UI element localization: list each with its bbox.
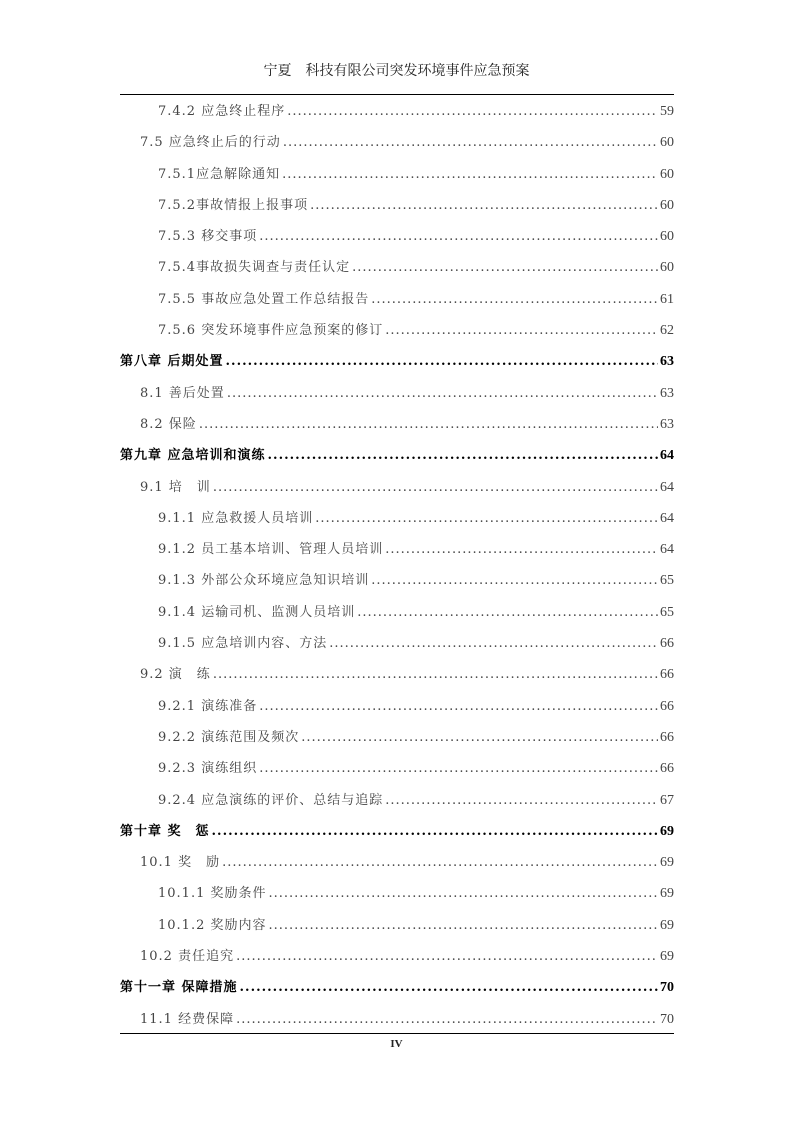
dot-leader xyxy=(310,190,658,221)
toc-entry-page: 62 xyxy=(660,323,674,339)
header-rule xyxy=(120,94,674,95)
toc-entry-title: 第十一章 保障措施 xyxy=(120,980,238,996)
toc-entry-title: 11.1 经费保障 xyxy=(140,1011,235,1027)
toc-entry-title: 10.1.1 奖励条件 xyxy=(158,886,267,902)
dot-leader xyxy=(259,221,658,252)
toc-entry-title: 9.2.1 演练准备 xyxy=(158,698,258,714)
toc-entry-title: 7.4.2 应急终止程序 xyxy=(158,104,286,119)
toc-entry[interactable] xyxy=(120,284,674,315)
dot-leader xyxy=(259,753,658,784)
dot-leader xyxy=(213,472,658,503)
toc-entry[interactable] xyxy=(120,252,674,283)
dot-leader xyxy=(236,941,658,972)
dot-leader xyxy=(371,565,658,596)
table-of-contents xyxy=(120,96,674,1035)
footer-rule xyxy=(120,1033,674,1034)
toc-entry-page: 65 xyxy=(660,573,674,589)
toc-entry-title: 7.5 应急终止后的行动 xyxy=(140,135,281,151)
dot-leader xyxy=(329,628,658,659)
dot-leader xyxy=(240,972,658,1003)
toc-entry-title: 7.5.2事故情报上报事项 xyxy=(158,197,309,213)
page-header-title: 宁夏 科技有限公司突发环境事件应急预案 xyxy=(263,63,530,79)
toc-entry[interactable] xyxy=(120,565,674,596)
dot-leader xyxy=(283,127,658,158)
toc-entry[interactable] xyxy=(120,972,674,1003)
toc-entry[interactable] xyxy=(120,472,674,503)
dot-leader xyxy=(222,847,658,878)
toc-entry[interactable] xyxy=(120,96,674,127)
dot-leader xyxy=(268,878,658,909)
toc-entry[interactable] xyxy=(120,534,674,565)
toc-entry[interactable] xyxy=(120,910,674,941)
dot-leader xyxy=(259,691,658,722)
dot-leader xyxy=(385,315,658,346)
dot-leader xyxy=(385,534,658,565)
toc-entry[interactable] xyxy=(120,315,674,346)
toc-entry[interactable] xyxy=(120,1004,674,1035)
toc-entry[interactable] xyxy=(120,816,674,847)
dot-leader xyxy=(212,816,658,847)
toc-entry-page: 63 xyxy=(660,354,674,370)
toc-entry-page: 69 xyxy=(660,855,674,871)
page-number: IV xyxy=(390,1038,403,1050)
toc-entry-page: 60 xyxy=(660,197,674,213)
dot-leader xyxy=(282,159,658,190)
toc-entry[interactable] xyxy=(120,346,674,377)
dot-leader xyxy=(352,252,658,283)
toc-entry[interactable] xyxy=(120,878,674,909)
dot-leader xyxy=(357,597,658,628)
dot-leader xyxy=(236,1004,658,1035)
toc-entry[interactable] xyxy=(120,753,674,784)
toc-entry[interactable] xyxy=(120,941,674,972)
toc-entry-title: 9.2.2 演练范围及频次 xyxy=(158,729,300,745)
toc-entry-title: 9.1.2 员工基本培训、管理人员培训 xyxy=(158,542,384,558)
dot-leader xyxy=(213,659,658,690)
toc-entry-page: 69 xyxy=(660,917,674,933)
toc-entry-title: 9.2.3 演练组织 xyxy=(158,761,258,777)
dot-leader xyxy=(315,503,658,534)
toc-entry-title: 9.2.4 应急演练的评价、总结与追踪 xyxy=(158,792,384,808)
toc-entry[interactable] xyxy=(120,378,674,409)
toc-entry-page: 60 xyxy=(660,135,674,151)
toc-entry-page: 69 xyxy=(660,949,674,965)
dot-leader xyxy=(227,378,658,409)
dot-leader xyxy=(385,785,658,816)
toc-entry-page: 59 xyxy=(660,104,674,119)
toc-entry-page: 69 xyxy=(660,886,674,902)
toc-entry[interactable] xyxy=(120,785,674,816)
toc-entry-page: 66 xyxy=(660,761,674,777)
toc-entry-page: 60 xyxy=(660,260,674,276)
toc-entry-page: 60 xyxy=(660,166,674,182)
toc-entry-page: 66 xyxy=(660,698,674,714)
toc-entry-title: 9.1.3 外部公众环境应急知识培训 xyxy=(158,573,370,589)
toc-entry[interactable] xyxy=(120,847,674,878)
dot-leader xyxy=(226,346,658,377)
toc-entry-page: 66 xyxy=(660,729,674,745)
toc-entry-title: 第九章 应急培训和演练 xyxy=(120,448,266,464)
toc-entry[interactable] xyxy=(120,628,674,659)
toc-entry-title: 7.5.4事故损失调查与责任认定 xyxy=(158,260,351,276)
toc-entry-page: 66 xyxy=(660,636,674,652)
toc-entry[interactable] xyxy=(120,659,674,690)
toc-entry-page: 70 xyxy=(660,1011,674,1027)
toc-entry-page: 64 xyxy=(660,448,674,464)
toc-entry[interactable] xyxy=(120,503,674,534)
toc-entry-page: 63 xyxy=(660,416,674,432)
toc-entry[interactable] xyxy=(120,159,674,190)
toc-entry[interactable] xyxy=(120,221,674,252)
toc-entry[interactable] xyxy=(120,597,674,628)
toc-entry-title: 7.5.5 事故应急处置工作总结报告 xyxy=(158,291,370,307)
toc-entry-title: 9.2 演 练 xyxy=(140,667,211,683)
toc-entry-title: 7.5.1应急解除通知 xyxy=(158,166,281,182)
toc-entry-title: 第八章 后期处置 xyxy=(120,354,224,370)
toc-entry-title: 7.5.6 突发环境事件应急预案的修订 xyxy=(158,323,384,339)
toc-entry-title: 7.5.3 移交事项 xyxy=(158,229,258,245)
toc-entry-title: 9.1.4 运输司机、监测人员培训 xyxy=(158,604,356,620)
toc-entry-page: 63 xyxy=(660,385,674,401)
toc-entry-page: 70 xyxy=(660,980,674,996)
toc-entry-page: 60 xyxy=(660,229,674,245)
toc-entry-title: 10.1.2 奖励内容 xyxy=(158,917,267,933)
toc-entry-page: 64 xyxy=(660,542,674,558)
toc-entry[interactable] xyxy=(120,722,674,753)
toc-entry-page: 65 xyxy=(660,604,674,620)
toc-entry[interactable] xyxy=(120,691,674,722)
toc-entry-page: 66 xyxy=(660,667,674,683)
dot-leader xyxy=(301,722,658,753)
dot-leader xyxy=(371,284,658,315)
toc-entry-page: 69 xyxy=(660,823,674,839)
toc-entry[interactable] xyxy=(120,190,674,221)
toc-entry[interactable] xyxy=(120,409,674,440)
dot-leader xyxy=(268,440,658,471)
toc-entry-title: 10.1 奖 励 xyxy=(140,855,221,871)
dot-leader xyxy=(199,409,658,440)
toc-entry-title: 9.1.1 应急救援人员培训 xyxy=(158,510,314,526)
toc-entry[interactable] xyxy=(120,127,674,158)
toc-entry-page: 61 xyxy=(660,291,674,307)
toc-entry-title: 第十章 奖 惩 xyxy=(120,823,210,839)
toc-entry-title: 9.1.5 应急培训内容、方法 xyxy=(158,636,328,652)
toc-entry-page: 67 xyxy=(660,792,674,808)
toc-entry-page: 64 xyxy=(660,510,674,526)
toc-entry-title: 8.1 善后处置 xyxy=(140,385,225,401)
toc-entry[interactable] xyxy=(120,440,674,471)
toc-entry-title: 9.1 培 训 xyxy=(140,479,211,495)
toc-entry-title: 8.2 保险 xyxy=(140,416,197,432)
dot-leader xyxy=(268,910,658,941)
toc-entry-page: 64 xyxy=(660,479,674,495)
dot-leader xyxy=(287,96,658,127)
toc-entry-title: 10.2 责任追究 xyxy=(140,949,235,965)
